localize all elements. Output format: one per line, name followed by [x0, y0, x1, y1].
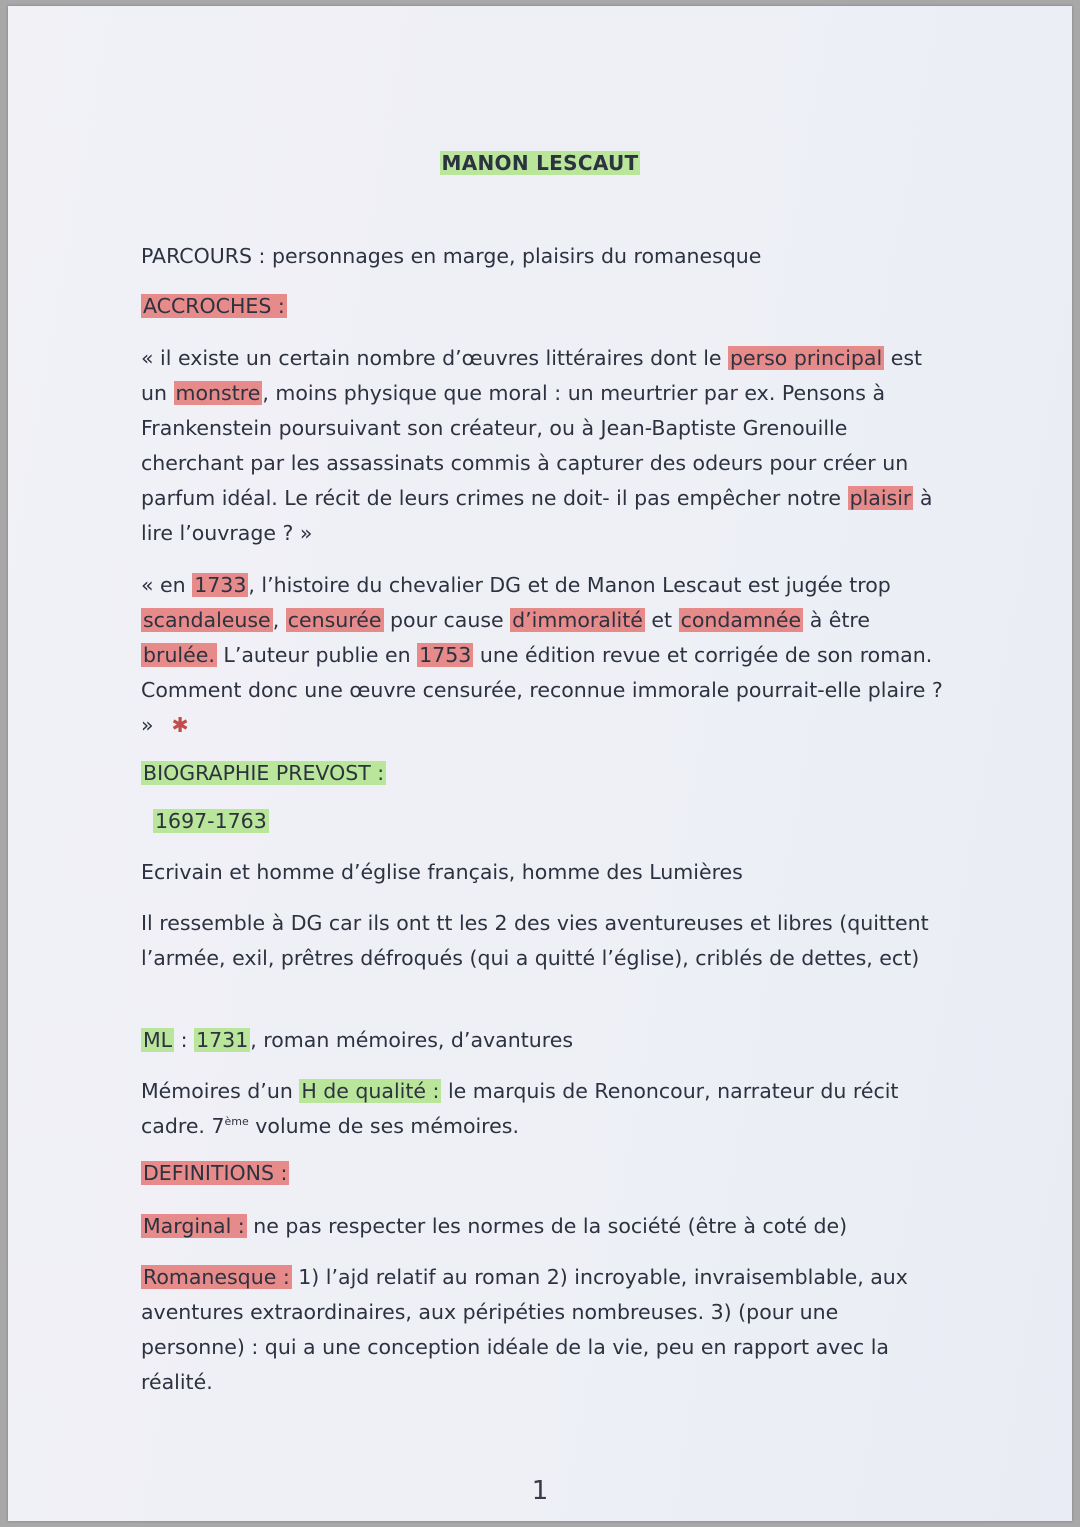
definition-marginal-text: ne pas respecter les normes de la société (être à coté de) [246, 1214, 848, 1238]
dates-text: 1697-1763 [155, 809, 267, 833]
parcours-line: PARCOURS : personnages en marge, plaisirs du romanesque [141, 244, 762, 268]
biographie-heading-text: BIOGRAPHIE PREVOST : [143, 761, 385, 785]
highlight-censuree: censurée [287, 608, 382, 632]
highlight-immoralite: d’immoralité [512, 608, 643, 632]
accroches-heading [141, 289, 946, 324]
quote-1-text: à lire l’ouvrage ? » [141, 486, 933, 545]
biographie-line-2: Il ressemble à DG car ils ont tt les 2 des vies aventureuses et libres (quittent l’armée, exil, prêtres défroqués (qui a quitté l’église), criblés de dettes, ect) [141, 911, 929, 970]
highlight-1733: 1733 [194, 573, 247, 597]
highlight-brulee: brulée. [143, 643, 215, 667]
accroches-heading-text: ACCROCHES : [143, 294, 285, 318]
page-number: 1 [531, 1476, 549, 1506]
quote-1-text: est un [141, 346, 923, 405]
definition-marginal [141, 1209, 946, 1244]
highlight-condamnee: condamnée [680, 608, 802, 632]
highlight-1753: 1753 [419, 643, 472, 667]
definition-romanesque-text: 1) l’ajd relatif au roman 2) incroyable, invraisemblable, aux aventures extraordinaires, aux péripéties nombreuses. 3) (pour une personne) : qui a une conception idéale de la vie, peu en rapport avec la réalité. [141, 1265, 908, 1394]
quote-2-text: « en [141, 573, 193, 597]
biographie-line-1: Ecrivain et homme d’église français, homme des Lumières [141, 860, 743, 884]
highlight-monstre: monstre [175, 381, 261, 405]
quote-1-text: , moins physique que moral : un meurtrier par ex. Pensons à Frankenstein poursuivant son créateur, ou à Jean-Baptiste Grenouille cherchant par les assassinats commis à capturer des odeurs pour créer un parfum idéal. Le récit de leurs crimes ne doit- il pas empêcher notre [141, 381, 909, 510]
ml-year: 1731 [196, 1028, 249, 1052]
biographie-dates [153, 804, 958, 839]
asterisk-mark-icon: ✱ [171, 713, 189, 737]
quote-2 [141, 568, 946, 743]
paper-sheet [8, 6, 1072, 1521]
quote-2-text: à être [803, 608, 871, 632]
memoires-line [141, 1074, 946, 1144]
ml-label: ML [143, 1028, 173, 1052]
quote-2-text: et [644, 608, 679, 632]
quote-1-text: « il existe un certain nombre d’œuvres littéraires dont le [141, 346, 729, 370]
quote-2-text: pour cause [383, 608, 511, 632]
ml-line [141, 1023, 946, 1058]
highlight-scandaleuse: scandaleuse [143, 608, 271, 632]
quote-2-text: , l’histoire du chevalier DG et de Manon Lescaut est jugée trop [248, 573, 891, 597]
superscript-eme: ème [224, 1115, 249, 1129]
memoires-text: le marquis de Renoncour, narrateur du récit cadre. 7 [141, 1079, 899, 1138]
definitions-heading-text: DEFINITIONS : [143, 1161, 288, 1185]
highlight-perso-principal: perso principal [730, 346, 883, 370]
term-romanesque: Romanesque : [143, 1265, 290, 1289]
ml-rest: , roman mémoires, d’avantures [250, 1028, 573, 1052]
ml-separator: : [174, 1028, 195, 1052]
memoires-text: Mémoires d’un [141, 1079, 300, 1103]
quote-2-text: L’auteur publie en [216, 643, 418, 667]
memoires-text: volume de ses mémoires. [248, 1114, 519, 1138]
quote-2-text: , [272, 608, 286, 632]
page-title [8, 146, 1072, 181]
document [8, 6, 1072, 1521]
quote-2-text: une édition revue et corrigée de son roman. Comment donc une œuvre censurée, reconnue immorale pourrait-elle plaire ? » [141, 643, 943, 737]
highlight-plaisir: plaisir [849, 486, 912, 510]
definitions-heading [141, 1156, 946, 1191]
term-marginal: Marginal : [143, 1214, 245, 1238]
biographie-heading [141, 756, 946, 791]
definition-romanesque [141, 1260, 946, 1400]
highlight-h-de-qualite: H de qualité : [301, 1079, 440, 1103]
title-text: MANON LESCAUT [441, 151, 639, 175]
quote-1 [141, 341, 946, 551]
